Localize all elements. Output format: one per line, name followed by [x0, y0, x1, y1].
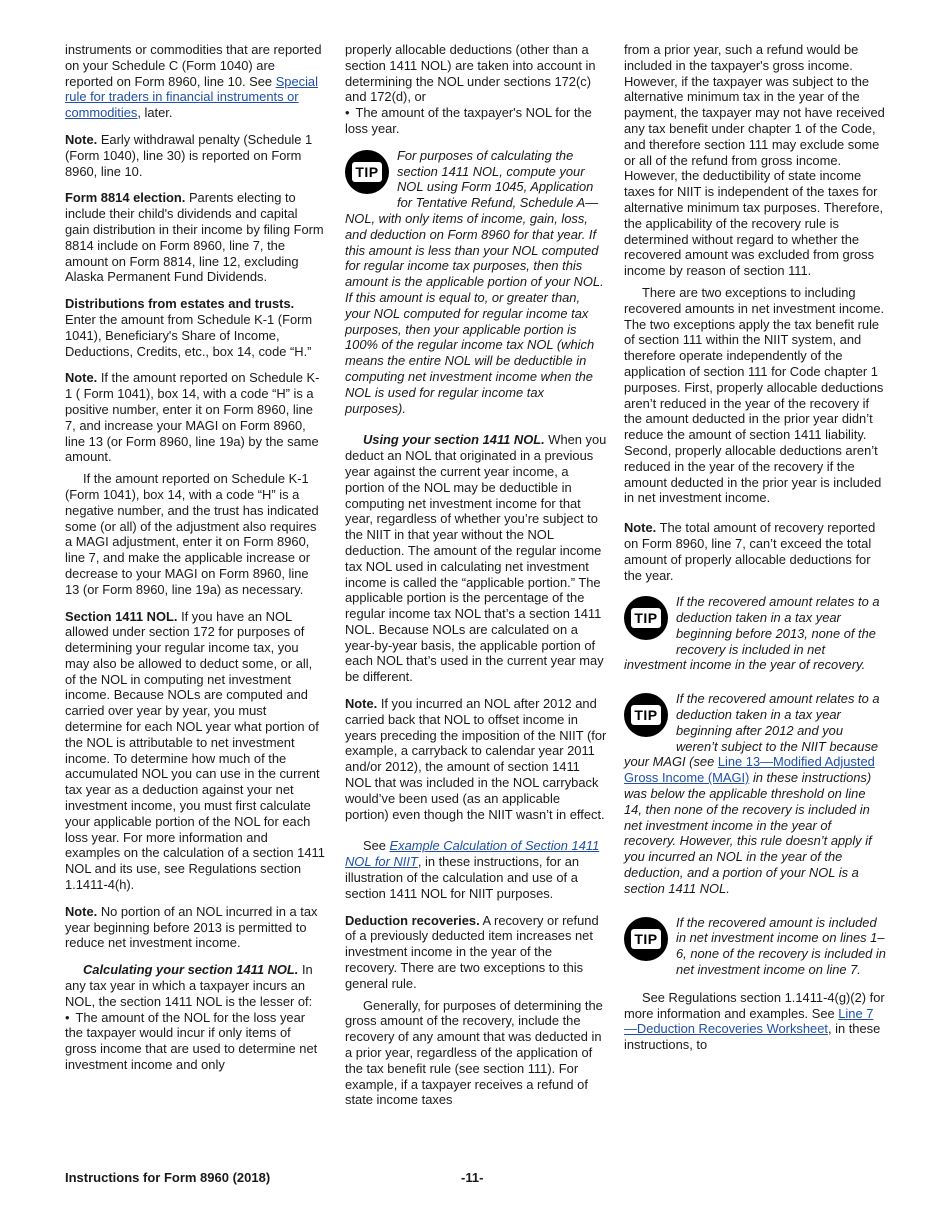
link-line-7-worksheet[interactable]: Line 7—Deduction Recoveries Worksheet — [624, 1005, 874, 1037]
link-special-rule-traders[interactable]: Special rule for traders in financial instruments or commodities — [65, 73, 318, 121]
column-2 — [345, 42, 607, 1108]
footer-title: Instructions for Form 8960 (2018) — [65, 1170, 271, 1185]
paragraph-generally: Generally, for purposes of determining the gross amount of the recovery, include the recovery of any amount that was deducted in a prior year, regardless of the application of the tax benefit rule (see section 111). For example, if a taxpayer receives a refund of state income taxes — [345, 997, 603, 1108]
link-example-calculation[interactable]: Example Calculation of Section 1411 NOL for NIIT — [345, 838, 600, 870]
note-nol-after-2012: Note. If you incurred an NOL after 2012 and carried back that NOL to offset income in years preceding the imposition of the NIIT (for example, a carryback to calendar year 2011 and/or 2012), the amount of section 1411 NOL that was included in the NOL carryback would’ve been used (as an applicable portion) even though the NIIT wasn’t in effect. — [345, 696, 607, 822]
tip-text: If the recovered amount relates to a deduction taken in a tax year beginning before 2013, none of the recovery is included in net investment income in the year of recovery. — [624, 594, 880, 673]
note-nol-before-2013: Note. No portion of an NOL incurred in a tax year beginning before 2013 is permitted to reduce net investment income. — [65, 903, 318, 951]
tip-box-after-2012: TIP If the recovered amount relates to a deduction taken in a tax year beginning after 2012 and you weren’t subject to the NIIT because your MAGI (see Line 13—Modified Adjusted Gross Income (MAGI) in these instructions) was below the applicable threshold on line 14, then none of the recovery is included in net investment income in the year of recovery. However, this rule doesn’t apply if you incurred an NOL in the year of the deduction, and a portion of your NOL is a section 1411 NOL. — [624, 691, 880, 896]
paragraph-using-nol: Using your section 1411 NOL. When you deduct an NOL that originated in a previous year against the current year income, a portion of the NOL may be deductible in computing net investment income for that year, regardless of whether you’re subject to the NIIT in that year without the NOL deduction. The amount of the regular income tax NOL used in calculating net investment income is called the “applicable portion.” The applicable portion is the percentage of the regular income tax NOL that’s a section 1411 NOL. Because NOLs are calculated on a year-by-year basis, the applicable portion of each NOL that’s used in the current year may be different. — [345, 432, 607, 685]
note-total-recovery: Note. The total amount of recovery reported on Form 8960, line 7, can’t exceed the total amount of properly allocable deductions for the year. — [624, 520, 876, 583]
tip-icon: TIP — [624, 596, 668, 640]
paragraph-section-1411-nol: Section 1411 NOL. If you have an NOL allowed under section 172 for purposes of determining your regular income tax, you may also be allowed to deduct some, or all, of the NOL in computing net investment income. Because NOLs are computed and carried over year by year, you must determine for each NOL year what portion of the NOL is attributable to net investment income. To determine how much of the accumulated NOL you can use in the current tax year as a deduction against your net investment income, you must first calculate your applicable portion of the NOL for each loss year. For more information and examples on the calculation of a section 1411 NOL and its use, see Regulations section 1.1411-4(h). — [65, 608, 325, 893]
paragraph-form-8814: Form 8814 election. Parents electing to include their child's dividends and capital gain distribution in their income by filing Form 8814 include on Form 8960, line 7, the amount on Form 8814, line 12, excluding Alaska Permanent Fund Dividends. — [65, 190, 324, 285]
paragraph-see-regulations: See Regulations section 1.1411-4(g)(2) for more information and examples. See Line 7—Deduction Recoveries Worksheet, in these instructions, to — [624, 989, 885, 1053]
paragraph-see-example: See Example Calculation of Section 1411 NOL for NIIT, in these instructions, for an illustration of the calculation and use of a section 1411 NOL for NIIT purposes. — [345, 838, 600, 901]
column-1 — [65, 42, 325, 1073]
tip-text: If the recovered amount is included in net investment income on lines 1–6, none of the recovery is included in net investment income on line 7. — [676, 914, 886, 978]
paragraph-calculating-nol: Calculating your section 1411 NOL. In any tax year in which a taxpayer incurs an NOL, the section 1411 NOL is the lesser of: — [65, 962, 313, 1009]
paragraph-distributions: Distributions from estates and trusts. Enter the amount from Schedule K-1 (Form 1041), Beneficiary's Share of Income, Deductions, Credits, etc., box 14, code “H.” — [65, 296, 313, 359]
tip-icon: TIP — [624, 917, 668, 961]
page-number: -11- — [461, 1170, 484, 1185]
paragraph-traders: instruments or commodities that are reported on your Schedule C (Form 1040) are reported on Form 8960, line 10. See Special rule for traders in financial instruments or commodities, later. — [65, 42, 322, 121]
tip-icon: TIP — [345, 150, 389, 194]
paragraph-allocable-deductions: properly allocable deductions (other than a section 1411 NOL) are taken into account in determining the NOL under sections 172(c) and 172(d), or — [345, 42, 596, 105]
tip-text: For purposes of calculating the section 1411 NOL, compute your NOL using Form 1045, Application for Tentative Refund, Schedule A—NOL, with only items of income, gain, loss, and deduction on Form 8960 for that year. If this amount is less than your NOL computed for regular income tax purposes, then this amount is the applicable portion of your NOL. If this amount is equal to, or greater than, your NOL computed for regular income tax purposes, then your applicable portion is 100% of the regular income tax NOL (which means the entire NOL will be deductible in computing net investment income when the NOL is used for regular income tax purposes). — [345, 147, 604, 416]
tip-icon: TIP — [624, 693, 668, 737]
tip-box-before-2013 — [624, 594, 886, 673]
tip-box-1411-nol — [345, 148, 607, 417]
bullet-taxpayer-nol: • The amount of the taxpayer's NOL for the loss year. — [345, 105, 607, 137]
paragraph-prior-year-refund: from a prior year, such a refund would be included in the taxpayer's gross income. However, if the taxpayer was subject to the alternative minimum tax in the year of the payment, the taxpayer may not have received any tax benefit under chapter 1 of the Code, and therefore section 111 may exclude some or all of the refund from gross income. However, the deductibility of state income taxes for NIIT is independent of the taxes for alternative minimum tax purposes. Therefore, the applicability of the recovery rule is determined without regard to whether the recovered amount was excluded from gross income by reason of section 111. — [624, 42, 885, 279]
note-positive-k1: Note. If the amount reported on Schedule K-1 ( Form 1041), box 14, with a code “H” is a positive number, enter it on Form 8960, line 7, and increase your MAGI on Form 8960, line 13 (or Form 8960, line 19a) by the same amount. — [65, 370, 320, 465]
column-3 — [624, 42, 886, 1053]
paragraph-two-exceptions: There are two exceptions to including recovered amounts in net investment income. The two exceptions apply the tax benefit rule of section 111 within the NIIT system, and therefore operate independently of the application of section 111 for Code chapter 1 purposes. First, properly allocable deductions aren’t reduced in the year of the recovery if the amount deducted in the prior year didn’t reduce the amount of section 1411 liability. Second, properly allocable deductions aren’t reduced in the year of the recovery if the amount deducted in the prior year is included in net investment income. — [624, 284, 885, 506]
paragraph-negative-k1: If the amount reported on Schedule K-1 (Form 1041), box 14, with a code “H” is a negative number, and the trust has indicated some (or all) of the adjustment also requires a MAGI adjustment, enter it on Form 8960, line 7, and make the applicable increase or decrease to your MAGI on Form 8960, line 13 (or Form 8960, line 19a) as necessary. — [65, 471, 319, 597]
paragraph-deduction-recoveries: Deduction recoveries. A recovery or refund of a previously deducted item increases net investment income in the year of the recovery. There are two exceptions to this general rule. — [345, 912, 599, 991]
link-line-13-magi[interactable]: Line 13—Modified Adjusted Gross Income (MAGI) — [624, 754, 875, 786]
note-early-withdrawal: Note. Early withdrawal penalty (Schedule 1 (Form 1040), line 30) is reported on Form 8960, line 10. — [65, 131, 313, 179]
tip-box-lines-1-6 — [624, 915, 886, 978]
bullet-nol-amount: • The amount of the NOL for the loss year the taxpayer would incur if only items of gross income that are used to determine net investment income and only — [65, 1010, 325, 1073]
